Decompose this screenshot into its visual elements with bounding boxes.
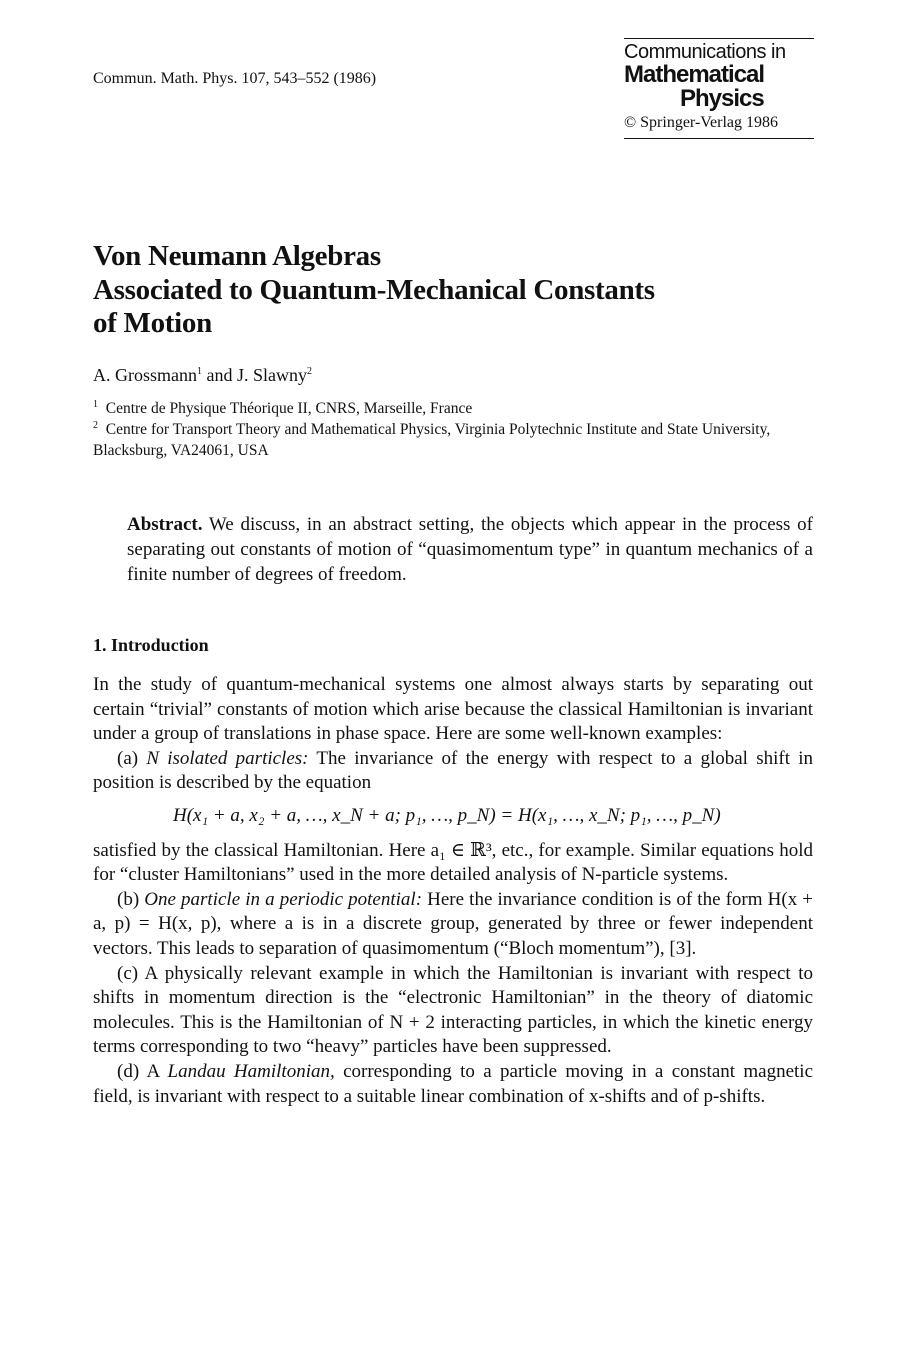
paragraph: satisfied by the classical Hamiltonian. Here a₁ ∈ ℝ³, etc., for example. Similar equations hold for “cluster Hamiltonians” used in the more detailed analysis of N-particle systems. <box>93 839 813 886</box>
paragraph: (c) A physically relevant example in which the Hamiltonian is invariant with respect to shifts in momentum direction is the “electronic Hamiltonian” in the theory of diatomic molecules. This is the Hamiltonian of N + 2 interacting particles, in which the kinetic energy terms corresponding to two “heavy” particles have been suppressed. <box>93 962 813 1058</box>
paragraph-text: corresponding to a particle moving in a constant magnetic field, is invariant with respect to a suitable linear combination of x-shifts and of p-shifts. <box>93 1060 814 1107</box>
item-label: (d) A <box>117 1060 160 1082</box>
item-label: (b) <box>117 888 140 910</box>
journal-citation: Commun. Math. Phys. 107, 543–552 (1986) <box>93 70 377 87</box>
journal-logo <box>624 38 814 139</box>
abstract-label: Abstract. <box>127 514 203 535</box>
equation: H(x₁ + a, x₂ + a, …, x_N + a; p₁, …, p_N) = H(x₁, …, x_N; p₁, …, p_N) <box>173 804 721 826</box>
author-name: J. Slawny <box>237 365 308 385</box>
emphasis: N isolated particles: <box>146 747 309 769</box>
author-list <box>93 365 312 386</box>
title-line: Von Neumann Algebras <box>93 240 381 272</box>
item-label: (a) <box>117 747 139 769</box>
paragraph-text: Here the invariance condition is of the form H(x + a, p) = H(x, p), where a is in a discrete group, generated by three or fewer independent vectors. This leads to separation of quasimomentum (“Bloch momentum”), [3]. <box>93 888 814 959</box>
author-name: A. Grossmann <box>93 365 197 385</box>
paper-title <box>93 240 655 341</box>
body-text <box>93 673 813 1109</box>
affiliation-marker: 1 <box>93 398 98 410</box>
paragraph <box>93 747 813 796</box>
emphasis: One particle in a periodic potential: <box>144 888 423 910</box>
journal-logo-line1: Communications in <box>624 41 786 63</box>
paragraph <box>93 1060 813 1109</box>
title-line: of Motion <box>93 307 212 339</box>
affiliation-marker: 2 <box>93 419 98 431</box>
affiliation-text: Centre de Physique Théorique II, CNRS, Marseille, France <box>105 400 473 417</box>
affiliation-2 <box>93 419 815 461</box>
copyright-notice: © Springer-Verlag 1986 <box>624 114 779 131</box>
section-heading: 1. Introduction <box>93 635 209 655</box>
affiliation-text: Centre for Transport Theory and Mathematical Physics, Virginia Polytechnic Institute and State University, Blacksburg, VA24061, USA <box>93 421 771 459</box>
author-conjunction: and <box>206 365 233 385</box>
paragraph: In the study of quantum-mechanical systems one almost always starts by separating out certain “trivial” constants of motion which arise because the classical Hamiltonian is invariant under a group of translations in phase space. Here are some well-known examples: <box>93 674 813 745</box>
affiliations <box>93 398 815 461</box>
paragraph <box>93 888 813 962</box>
paragraph-text: The invariance of the energy with respect to a global shift in position is described by the equation <box>93 747 813 794</box>
affiliation-1 <box>93 398 815 419</box>
abstract <box>127 512 813 587</box>
journal-logo-line3: Physics <box>680 85 764 112</box>
journal-logo-line2: Mathematical <box>624 61 765 88</box>
affiliation-marker: 2 <box>307 366 313 377</box>
emphasis: Landau Hamiltonian, <box>167 1060 335 1082</box>
affiliation-marker: 1 <box>197 366 202 377</box>
abstract-text: We discuss, in an abstract setting, the objects which appear in the process of separating out constants of motion of “quasimomentum type” in quantum mechanics of a finite number of degrees of freedom. <box>127 514 813 585</box>
title-line: Associated to Quantum-Mechanical Constants <box>93 273 655 306</box>
